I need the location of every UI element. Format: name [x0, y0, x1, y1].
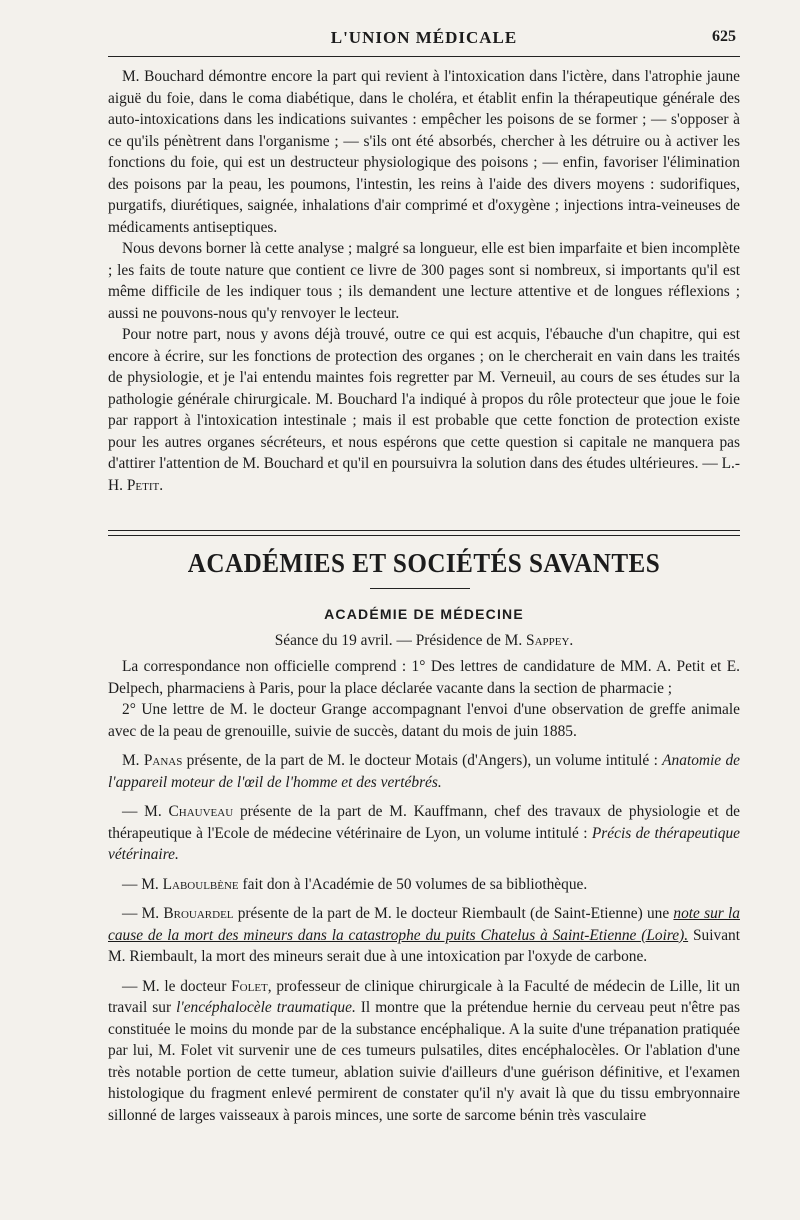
folet-pre: — M. le docteur — [122, 977, 227, 995]
session-president: Sappey. — [526, 632, 574, 649]
section-title: ACADÉMIES ET SOCIÉTÉS SAVANTES — [187, 548, 661, 578]
session-line — [108, 632, 740, 650]
review-paragraph-3 — [108, 324, 740, 496]
brouardel-text-1: présente de la part de M. le docteur Riembault (de Saint-Etienne) une — [237, 905, 670, 922]
folet-text-1: , professeur de clinique chirurgicale à la Faculté de médecin de Lille, lit un travail sur — [108, 977, 740, 1016]
panas-text: présente, de la part de M. le docteur Motais (d'Angers), un volume intitulé : — [186, 752, 658, 769]
laboulbene-text: fait don à l'Académie de 50 volumes de sa bibliothèque. — [242, 875, 588, 893]
page-number: 625 — [712, 28, 736, 45]
brouardel-name: Brouardel — [163, 905, 234, 922]
entry-chauveau: — M. Chauveau présente de la part de M. Kauffmann, chef des travaux de physiologie et de thérapeutique à l'Ecole de médecine vétérinaire de Lyon, un volume intitulé : Précis de thérapeutique vétérinaire. — [108, 803, 740, 863]
book-review — [108, 66, 740, 496]
entry-folet — [108, 976, 740, 1127]
entry-panas: M. Panas présente, de la part de M. le docteur Motais (d'Angers), un volume intitulé : Anatomie de l'appareil moteur de l'œil de l'homme et des vertébrés. — [108, 752, 740, 791]
review-paragraph-2: Nous devons borner là cette analyse ; malgré sa longueur, elle est bien imparfaite et bien incomplète ; les faits de toute nature que contient ce livre de 300 pages sont si nombreux, si importants qu'il est même difficile de les indiquer tous ; ils demandent une lecture attentive et de longues réflexions ; aussi ne pouvons-nous qu'y renvoyer le lecteur. — [108, 240, 740, 322]
review-paragraph-3-text: Pour notre part, nous y avons déjà trouvé, outre ce qui est acquis, l'ébauche d'un chapitre, qui est encore à écrire, sur les fonctions de protection des organes ; on le chercherait en vain dans les traités de physiologie, et je l'ai entendu maintes fois regretter par M. Verneuil, au cours de ses études sur la pathologie générale chirurgicale. M. Bouchard l'a indiqué à propos du rôle protecteur que joue le foie par rapport à l'intoxication intestinale ; mais il est probable que cette fonction de protection existe pour les autres organes sécréteurs, et nous espérons que cette question si capitale ne manquera pas d'attirer l'attention de M. Bouchard et qu'il en poursuivra la solution dans des études ultérieures. — L.-H. — [108, 326, 740, 494]
chauveau-name: Chauveau — [168, 803, 234, 820]
section-rule-top — [108, 530, 740, 531]
section-title-underline — [370, 588, 470, 589]
brouardel-title: note sur la cause de la mort des mineurs dans la catastrophe du puits Chatelus à Saint-Etienne (Loire). — [108, 905, 740, 944]
laboulbene-name: Laboulbène — [162, 875, 239, 893]
page-header — [108, 28, 740, 50]
folet-title: l'encéphalocèle traumatique. — [176, 999, 356, 1016]
section-rule-bottom — [108, 535, 740, 536]
running-title: L'UNION MÉDICALE — [330, 28, 518, 47]
brouardel-text-2: Suivant M. Riembault, la mort des mineurs serait due à une intoxication par l'oxyde de carbone. — [108, 926, 740, 965]
folet-name: Folet — [231, 977, 268, 995]
chauveau-title: Précis de thérapeutique vétérinaire. — [108, 824, 740, 863]
review-author: Petit. — [126, 476, 164, 494]
folet-text-2: Il montre que la prétendue hernie du cerveau peut n'être pas constituée le moins du monde par de la substance encéphalique. A la suite d'une trépanation pratiquée par lui, M. Folet vit survenir une de ces tumeurs pulsatiles, dites encéphalocèles. Or l'ablation d'une très notable portion de cette tumeur, ablation suivie d'ailleurs d'une guérison définitive, et l'examen histologique du fragment enlevé permirent de constater qu'il n'y avait là que du tissu embryonnaire sillonné de larges vaisseaux à parois minces, une sorte de sarcome bénin très vasculaire — [108, 999, 740, 1124]
session-date: Séance du 19 avril. — Présidence de M. — [274, 632, 523, 649]
panas-title: Anatomie de l'appareil moteur de l'œil de l'homme et des vertébrés. — [108, 752, 740, 791]
academy-heading: ACADÉMIE DE MÉDECINE — [324, 606, 524, 622]
correspondence-2: 2° Une lettre de M. le docteur Grange accompagnant l'envoi d'une observation de greffe animale avec de la peau de grenouille, suivie de succès, datant du mois de juin 1885. — [108, 701, 740, 740]
review-paragraph-1: M. Bouchard démontre encore la part qui revient à l'intoxication dans l'ictère, dans l'atrophie jaune aiguë du foie, dans le coma diabétique, dans le choléra, et établit enfin la thérapeutique générale des auto-intoxications dans les indications suivantes : empêcher les poisons de se former ; — s'opposer à ce qu'ils pénètrent dans l'organisme ; — s'ils ont été absorbés, chercher à les détruire ou à activer les fonctions du foie, qui est un destructeur physiologique des poisons ; — enfin, favoriser l'élimination des poisons par la peau, les poumons, l'intestin, les reins à l'aide des divers moyens : sudorifiques, purgatifs, diurétiques, saignée, inhalations d'air comprimé et d'oxygène ; injections intra-veineuses de médicaments antiseptiques. — [108, 68, 740, 236]
header-rule — [108, 56, 740, 57]
entry-brouardel: — M. Brouardel présente de la part de M. le docteur Riembault (de Saint-Etienne) une note sur la cause de la mort des mineurs dans la catastrophe du puits Chatelus à Saint-Etienne (Loire). Suivant M. Riembault, la mort des mineurs serait due à une intoxication par l'oxyde de carbone. — [108, 905, 740, 965]
meeting-minutes — [108, 656, 740, 1126]
panas-name: Panas — [143, 752, 183, 769]
entry-laboulbene: — M. Laboulbène fait don à l'Académie de 50 volumes de sa bibliothèque. — [122, 875, 588, 893]
chauveau-text: présente de la part de M. Kauffmann, chef des travaux de physiologie et de thérapeutique à l'Ecole de médecine vétérinaire de Lyon, un volume intitulé : — [108, 803, 740, 842]
correspondence-1: La correspondance non officielle comprend : 1° Des lettres de candidature de MM. A. Petit et E. Delpech, pharmaciens à Paris, pour la place déclarée vacante dans la section de pharmacie ; — [108, 658, 740, 697]
